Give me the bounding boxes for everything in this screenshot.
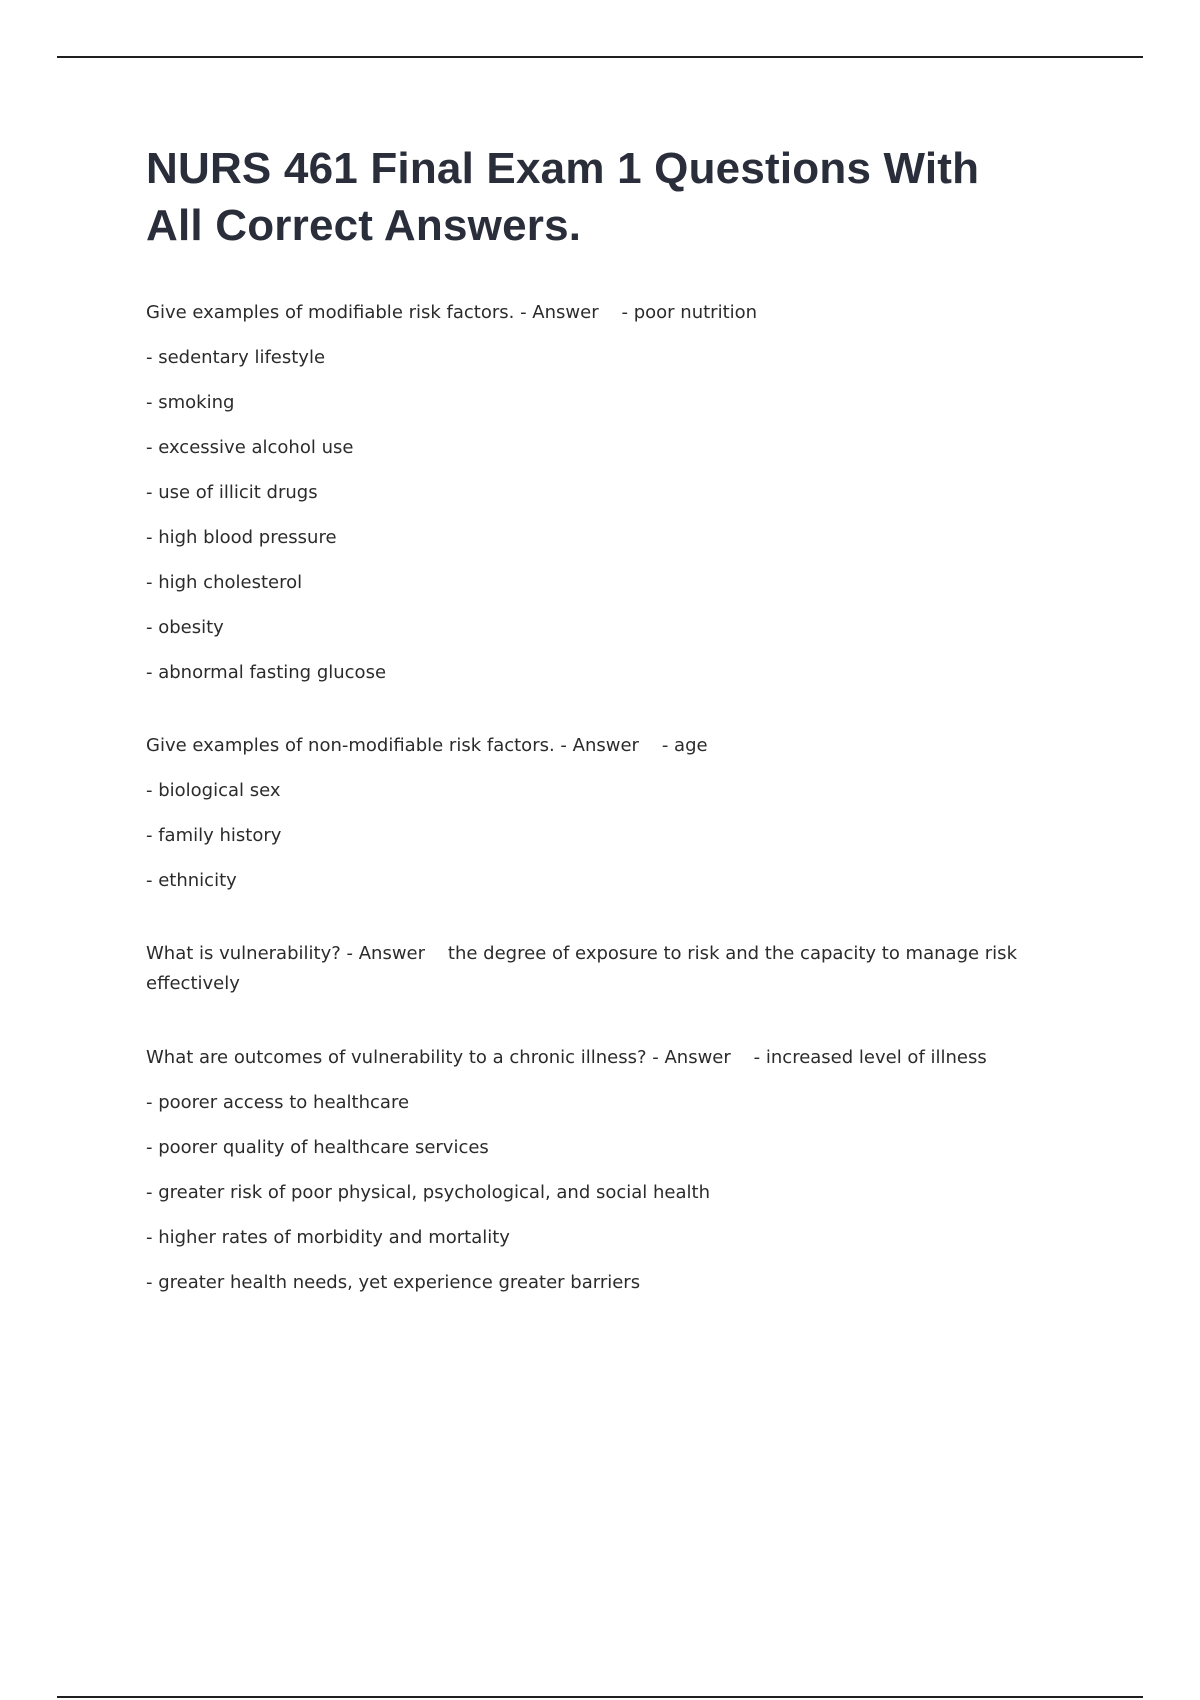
answer-item: - greater health needs, yet experience greater barriers [146, 1272, 641, 1293]
answer-item: - poorer quality of healthcare services [146, 1137, 489, 1158]
answer-text: - increased level of illness [753, 1047, 987, 1068]
answer-item: - ethnicity [146, 870, 237, 891]
answer-item: - use of illicit drugs [146, 482, 318, 503]
top-rule [57, 56, 1143, 58]
answer-item: - higher rates of morbidity and mortality [146, 1227, 510, 1248]
bottom-rule [57, 1696, 1143, 1698]
question-text: Give examples of modifiable risk factors. - Answer [146, 302, 599, 323]
document-title: NURS 461 Final Exam 1 Questions With All Correct Answers. [146, 144, 980, 250]
answer-item: - biological sex [146, 780, 281, 801]
answer-item: - high cholesterol [146, 572, 303, 593]
answer-item: - family history [146, 825, 282, 846]
answer-item: - excessive alcohol use [146, 437, 354, 458]
answer-item: - obesity [146, 617, 224, 638]
answer-text: - age [661, 735, 708, 756]
question-line [146, 939, 1046, 999]
document-body [146, 140, 1046, 1341]
question-line [146, 731, 1046, 760]
answer-text: the degree of exposure to risk and the capacity to manage risk effectively [146, 943, 1017, 994]
question-line [146, 1043, 1046, 1072]
answer-item: - poorer access to healthcare [146, 1092, 410, 1113]
answer-item: - smoking [146, 392, 235, 413]
question-text: What are outcomes of vulnerability to a chronic illness? - Answer [146, 1047, 731, 1068]
question-line [146, 298, 1046, 327]
qa-block-non-modifiable-risk-factors [146, 731, 1046, 895]
answer-item: - greater risk of poor physical, psychological, and social health [146, 1182, 711, 1203]
qa-block-vulnerability [146, 939, 1046, 999]
qa-block-modifiable-risk-factors [146, 298, 1046, 687]
question-text: What is vulnerability? - Answer [146, 943, 426, 964]
question-text: Give examples of non-modifiable risk factors. - Answer [146, 735, 639, 756]
answer-item: - sedentary lifestyle [146, 347, 326, 368]
answer-item: - abnormal fasting glucose [146, 662, 387, 683]
answer-text: - poor nutrition [621, 302, 758, 323]
answer-item: - high blood pressure [146, 527, 337, 548]
qa-block-vulnerability-outcomes [146, 1043, 1046, 1297]
